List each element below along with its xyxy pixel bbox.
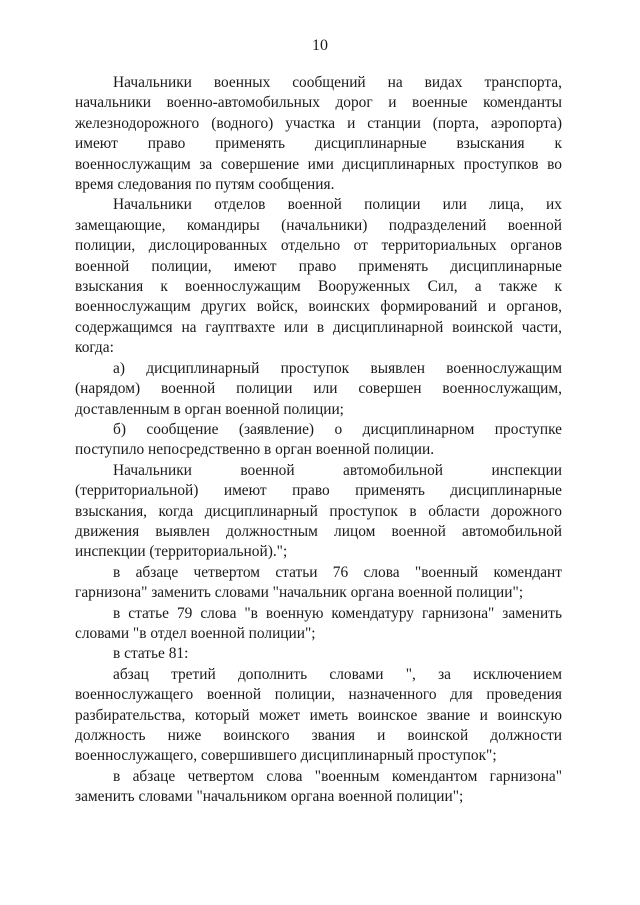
paragraph [75,644,562,664]
text-line: время следования по путям сообщения. [75,176,335,194]
text-line: б) сообщение (заявление) о дисциплинарном проступке [113,420,562,438]
text-line: словами "в отдел военной полиции"; [75,624,316,642]
text-line: а) дисциплинарный проступок выявлен военнослужащим [113,359,562,377]
text-line: гарнизона" заменить словами "начальник органа военной полиции"; [75,584,524,602]
text-line: поступило непосредственно в орган военной полиции. [75,441,435,459]
text-line: заменить словами "начальником органа военной полиции"; [75,788,464,806]
text-line: взыскания к военнослужащим Вооруженных Сил, а также к [75,278,562,296]
text-line: (территориальной) имеют право применять дисциплинарные [75,482,562,500]
text-line: Начальники отделов военной полиции или лица, их [113,196,562,214]
paragraph [75,73,562,195]
document-body [75,73,562,808]
paragraph [75,665,562,767]
text-line: содержащимся на гауптвахте или в дисциплинарной воинской части, [75,318,562,336]
text-line: замещающие, командиры (начальники) подразделений военной [75,216,562,234]
text-line: железнодорожного (водного) участка и станции (порта, аэропорта) [75,114,562,132]
text-line: взыскания, когда дисциплинарный проступок в области дорожного [75,502,562,520]
text-line: Начальники военной автомобильной инспекции [113,461,562,479]
text-line: когда: [75,339,114,357]
text-line: военнослужащим за совершение ими дисциплинарных проступков во [75,155,562,173]
text-line: в статье 79 слова "в военную комендатуру гарнизона" заменить [113,604,562,622]
paragraph [75,767,562,808]
paragraph [75,604,562,645]
paragraph [75,461,562,563]
text-line: полиции, дислоцированных отдельно от территориальных органов [75,237,562,255]
text-line: инспекции (территориальной)."; [75,543,288,561]
paragraph [75,563,562,604]
text-line: в абзаце четвертом слова "военным комендантом гарнизона" [113,767,562,785]
text-line: в абзаце четвертом статьи 76 слова "военный комендант [113,563,562,581]
text-line: военнослужащего военной полиции, назначенного для проведения [75,686,562,704]
text-line: движения выявлен должностным лицом военной автомобильной [75,522,562,540]
paragraph [75,359,562,420]
text-line: Начальники военных сообщений на видах транспорта, [113,74,562,91]
text-line: военной полиции, имеют право применять дисциплинарные [75,257,562,275]
text-line: военнослужащим других войск, воинских формирований и органов, [75,298,562,316]
text-line: должность ниже воинского звания и воинской должности [75,727,562,744]
paragraph [75,195,562,358]
text-line: разбирательства, который может иметь воинское звание и воинскую [75,706,562,724]
text-line: в статье 81: [113,645,189,663]
text-line: военнослужащего, совершившего дисциплинарный проступок"; [75,747,497,765]
text-line: (нарядом) военной полиции или совершен военнослужащим, [75,380,562,398]
text-line: абзац третий дополнить словами ", за исключением [113,665,562,683]
paragraph [75,420,562,461]
text-line: имеют право применять дисциплинарные взыскания к [75,135,562,153]
page-number: 10 [312,37,328,54]
text-line: доставленным в орган военной полиции; [75,400,344,418]
text-line: начальники военно-автомобильных дорог и военные коменданты [75,94,562,112]
